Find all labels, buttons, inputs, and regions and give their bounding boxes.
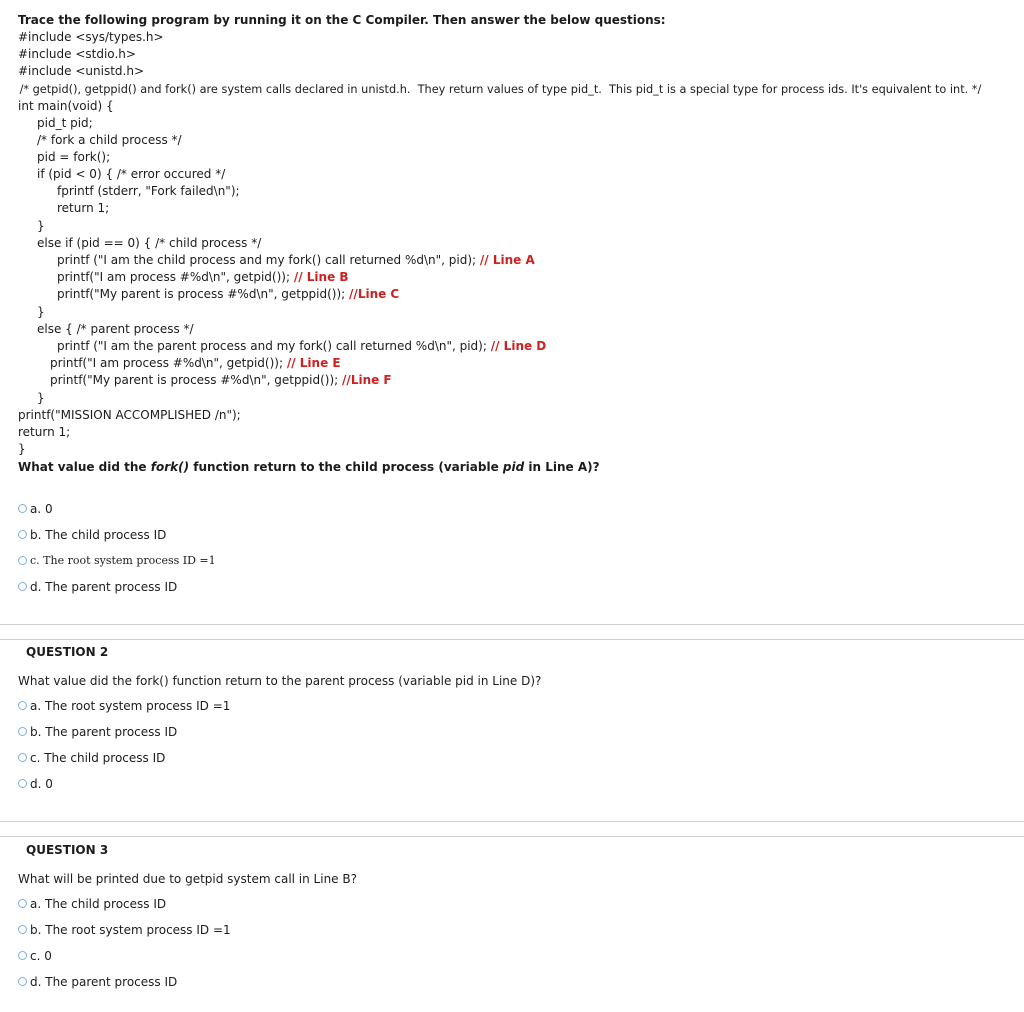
line-d-tag: // Line D (490, 339, 547, 353)
code-line: printf("MISSION ACCOMPLISHED /n"); (18, 408, 241, 422)
option-label: c. 0 (30, 949, 52, 963)
radio-icon[interactable] (18, 530, 27, 539)
divider (0, 836, 1024, 837)
option-label: d. The parent process ID (30, 975, 178, 989)
code-text: printf ("I am the parent process and my fork() call returned %d\n", pid); (57, 339, 487, 353)
code-line: #include <sys/types.h> (18, 30, 164, 44)
code-text: printf("My parent is process #%d\n", getppid()); (50, 373, 339, 387)
code-line: return 1; (57, 201, 110, 215)
radio-icon[interactable] (18, 582, 27, 591)
code-line-a (57, 252, 535, 269)
line-e-tag: // Line E (286, 356, 341, 370)
question-1-suffix: in Line A)? (524, 460, 600, 474)
option-label: a. 0 (30, 502, 53, 516)
radio-icon[interactable] (18, 556, 27, 565)
code-line: int main(void) { (18, 99, 114, 113)
radio-icon[interactable] (18, 951, 27, 960)
line-b-tag: // Line B (293, 270, 349, 284)
code-text: printf("I am process #%d\n", getpid()); (50, 356, 283, 370)
question-2-text: What value did the fork() function return to the parent process (variable pid in Line D)? (18, 674, 542, 688)
option-label: b. The root system process ID =1 (30, 923, 231, 937)
code-line: } (37, 391, 45, 405)
q2-option-b[interactable] (18, 724, 177, 740)
code-line: } (37, 219, 45, 233)
q2-option-c[interactable] (18, 750, 165, 766)
q1-option-a[interactable] (18, 501, 53, 517)
code-line-c (57, 286, 399, 303)
code-line-e (50, 355, 341, 372)
line-a-tag: // Line A (479, 253, 535, 267)
q3-option-d[interactable] (18, 974, 177, 990)
divider (0, 624, 1024, 625)
q3-option-b[interactable] (18, 922, 231, 938)
q3-option-a[interactable] (18, 896, 166, 912)
radio-icon[interactable] (18, 727, 27, 736)
question-2-heading: QUESTION 2 (26, 645, 109, 659)
question-1-pid: pid (502, 460, 525, 474)
radio-icon[interactable] (18, 701, 27, 710)
option-label: c. The root system process ID =1 (30, 554, 216, 567)
radio-icon[interactable] (18, 753, 27, 762)
code-line: pid_t pid; (37, 116, 93, 130)
q1-option-c[interactable] (18, 553, 216, 569)
code-line: } (18, 442, 26, 456)
divider (0, 821, 1024, 822)
code-text: printf ("I am the child process and my fork() call returned %d\n", pid); (57, 253, 477, 267)
radio-icon[interactable] (18, 925, 27, 934)
radio-icon[interactable] (18, 504, 27, 513)
question-1-prefix: What value did the (18, 460, 151, 474)
radio-icon[interactable] (18, 779, 27, 788)
question-1-intro: Trace the following program by running it on the C Compiler. Then answer the below questions: (18, 13, 666, 27)
question-1-text (18, 459, 600, 476)
code-line: if (pid < 0) { /* error occured */ (37, 167, 226, 181)
code-line: return 1; (18, 425, 71, 439)
radio-icon[interactable] (18, 977, 27, 986)
option-label: b. The parent process ID (30, 725, 178, 739)
option-label: b. The child process ID (30, 528, 167, 542)
code-line: } (37, 305, 45, 319)
code-line: pid = fork(); (37, 150, 111, 164)
code-line: else if (pid == 0) { /* child process */ (37, 236, 262, 250)
option-label: c. The child process ID (30, 751, 166, 765)
code-comment: /* getpid(), getppid() and fork() are system calls declared in unistd.h. They return values of type pid_t. This pid_t is a special type for process ids. It's equivalent to int. */ (16, 83, 982, 96)
line-c-tag: //Line C (349, 287, 400, 301)
divider (0, 639, 1024, 640)
code-line: /* fork a child process */ (37, 133, 182, 147)
code-line-f (50, 372, 392, 389)
q1-option-b[interactable] (18, 527, 166, 543)
q2-option-d[interactable] (18, 776, 53, 792)
option-label: d. The parent process ID (30, 580, 178, 594)
option-label: a. The root system process ID =1 (30, 699, 231, 713)
question-1-fork: fork() (150, 460, 190, 474)
q3-option-c[interactable] (18, 948, 52, 964)
question-3-text: What will be printed due to getpid system call in Line B? (18, 872, 357, 886)
code-line-d (57, 338, 546, 355)
option-label: a. The child process ID (30, 897, 167, 911)
question-1-mid: function return to the child process (variable (189, 460, 503, 474)
code-line-b (57, 269, 349, 286)
q2-option-a[interactable] (18, 698, 230, 714)
code-text: printf("I am process #%d\n", getpid()); (57, 270, 290, 284)
code-line: #include <stdio.h> (18, 47, 136, 61)
code-line: else { /* parent process */ (37, 322, 194, 336)
radio-icon[interactable] (18, 899, 27, 908)
code-text: printf("My parent is process #%d\n", getppid()); (57, 287, 346, 301)
code-line: #include <unistd.h> (18, 64, 144, 78)
question-3-heading: QUESTION 3 (26, 843, 109, 857)
code-line: fprintf (stderr, "Fork failed\n"); (57, 184, 240, 198)
line-f-tag: //Line F (342, 373, 392, 387)
q1-option-d[interactable] (18, 579, 177, 595)
option-label: d. 0 (30, 777, 53, 791)
